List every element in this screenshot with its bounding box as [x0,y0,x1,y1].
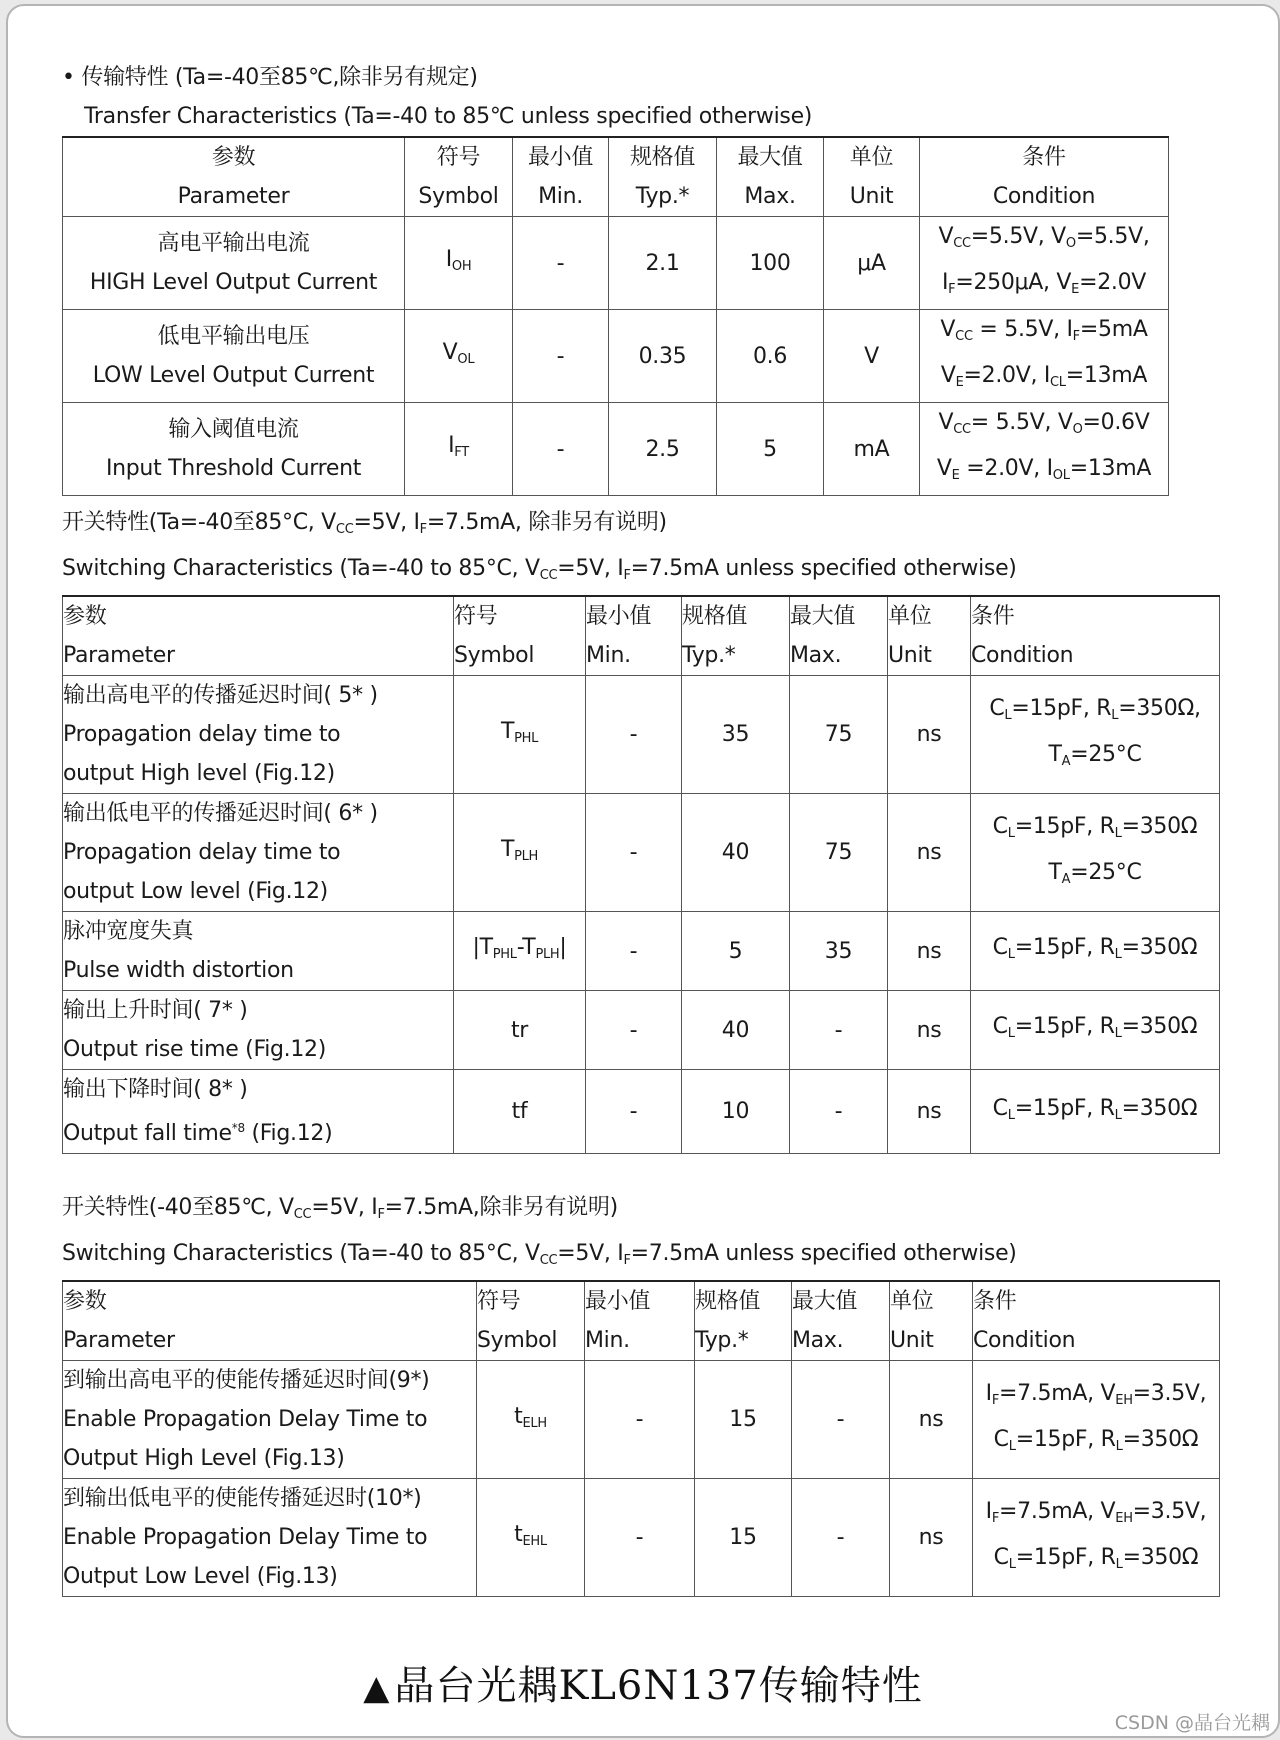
cell-condition: $V_{CC}=5.5V$, $V_O=5.5V$, $I_F=250\mu A$, $V_E=2.0V$ [920,217,1169,310]
cell-max: - [792,1479,890,1597]
header-parameter: 参数 Parameter [63,596,454,676]
cell-typ: 2.1 [609,217,717,310]
cell-parameter: 到输出高电平的使能传播延迟时间(9*) Enable Propagation Delay Time to Output High Level (Fig.13) [63,1361,477,1479]
table-header-row [63,1281,1220,1361]
cell-parameter: 输出低电平的传播延迟时间( 6* ) Propagation delay time to output Low level (Fig.12) [63,794,454,912]
cell-unit: ns [890,1479,973,1597]
cell-symbol: $V_{OL}$ [405,310,513,403]
table-row [63,310,1169,403]
cell-max: 0.6 [717,310,824,403]
cell-symbol: $t_{EHL}$ [477,1479,585,1597]
cell-unit: ns [890,1361,973,1479]
cell-typ: 5 [682,912,790,991]
cell-symbol: tf [454,1070,586,1154]
cell-max: - [792,1361,890,1479]
cell-symbol: $T_{PLH}$ [454,794,586,912]
cell-min: - [513,217,609,310]
cell-parameter: 高电平输出电流 HIGH Level Output Current [63,217,405,310]
table-row [63,1070,1220,1154]
cell-unit: ns [888,912,971,991]
header-unit: 单位 Unit [890,1281,973,1361]
header-typ: 规格值 Typ.* [695,1281,792,1361]
cell-symbol: $|T_{PHL}-T_{PLH}|$ [454,912,586,991]
transfer-section [62,58,1169,496]
switching-section-1 [62,503,1220,1154]
header-min: 最小值 Min. [513,137,609,217]
cell-condition: $C_L=15pF$, $R_L=350\Omega$, $T_A=25^\circ C$ [971,676,1220,794]
cell-unit: V [824,310,920,403]
cell-unit: μA [824,217,920,310]
cell-condition: $I_F=7.5mA$, $V_{EH}=3.5V$, $C_L=15pF$, $R_L=350\Omega$ [973,1479,1220,1597]
table-header-row [63,596,1220,676]
cell-max: 75 [790,794,888,912]
header-condition: 条件 Condition [920,137,1169,217]
cell-min: - [586,1070,682,1154]
cell-symbol: $I_{FT}$ [405,403,513,496]
cell-min: - [585,1361,695,1479]
cell-max: 5 [717,403,824,496]
transfer-heading-cn: • 传输特性 (Ta=-40至85℃,除非另有规定) [62,65,478,90]
header-min: 最小值 Min. [586,596,682,676]
cell-symbol: $t_{ELH}$ [477,1361,585,1479]
cell-parameter: 输入阈值电流 Input Threshold Current [63,403,405,496]
cell-symbol: $T_{PHL}$ [454,676,586,794]
caption-text: 晶台光耦KL6N137传输特性 [394,1663,923,1709]
cell-min: - [586,912,682,991]
header-unit: 单位 Unit [888,596,971,676]
csdn-watermark: CSDN @晶台光耦 [1114,1712,1270,1734]
transfer-table [62,136,1169,496]
cell-min: - [513,310,609,403]
header-parameter: 参数 Parameter [63,1281,477,1361]
header-symbol: 符号 Symbol [477,1281,585,1361]
header-parameter: 参数 Parameter [63,137,405,217]
cell-condition: $C_L=15pF$, $R_L=350\Omega$ $T_A=25^\circ C$ [971,794,1220,912]
cell-max: 100 [717,217,824,310]
cell-condition: $I_F=7.5mA$, $V_{EH}=3.5V$, $C_L=15pF$, $R_L=350\Omega$ [973,1361,1220,1479]
cell-min: - [585,1479,695,1597]
header-typ: 规格值 Typ.* [609,137,717,217]
cell-unit: ns [888,794,971,912]
table-row [63,403,1169,496]
table-row [63,676,1220,794]
table-header-row [63,137,1169,217]
cell-symbol: tr [454,991,586,1070]
document-page [6,4,1280,1738]
cell-symbol: $I_{OH}$ [405,217,513,310]
cell-condition: $V_{CC}= 5.5V$, $V_O=0.6V$ $V_E =2.0V$, $I_{OL}=13mA$ [920,403,1169,496]
cell-condition: $C_L=15pF$, $R_L=350\Omega$ [971,1070,1220,1154]
cell-max: - [790,1070,888,1154]
table-row [63,1479,1220,1597]
cell-typ: 40 [682,794,790,912]
switching1-heading-en: Switching Characteristics (Ta=-40 to 85°C, $V_{CC}=5V$, $I_F=7.5mA$ unless specified otherwise) [62,556,1017,583]
cell-parameter: 脉冲宽度失真 Pulse width distortion [63,912,454,991]
switching-section-2 [62,1188,1220,1597]
cell-unit: ns [888,676,971,794]
cell-typ: 0.35 [609,310,717,403]
switching2-heading-en: Switching Characteristics (Ta=-40 to 85°C, $V_{CC}=5V$, $I_F=7.5mA$ unless specified otherwise) [62,1241,1017,1268]
cell-min: - [513,403,609,496]
triangle-icon: ▲ [363,1668,391,1708]
header-condition: 条件 Condition [971,596,1220,676]
switching1-table [62,595,1220,1154]
header-max: 最大值 Max. [790,596,888,676]
header-symbol: 符号 Symbol [405,137,513,217]
table-row [63,1361,1220,1479]
cell-max: 75 [790,676,888,794]
cell-parameter: 输出上升时间( 7* ) Output rise time (Fig.12) [63,991,454,1070]
transfer-heading-en: Transfer Characteristics (Ta=-40 to 85℃ unless specified otherwise) [84,104,813,129]
cell-typ: 2.5 [609,403,717,496]
cell-typ: 35 [682,676,790,794]
cell-condition: $C_L=15pF$, $R_L=350\Omega$ [971,912,1220,991]
header-unit: 单位 Unit [824,137,920,217]
header-max: 最大值 Max. [792,1281,890,1361]
cell-parameter: 到输出低电平的使能传播延迟时(10*) Enable Propagation Delay Time to Output Low Level (Fig.13) [63,1479,477,1597]
switching1-heading-cn: 开关特性(Ta=-40至85°C, $V_{CC}=5V$, $I_F=7.5mA$, 除非另有说明) [62,510,667,537]
cell-min: - [586,991,682,1070]
figure-caption [8,1654,1278,1711]
table-row [63,991,1220,1070]
cell-unit: ns [888,1070,971,1154]
table-row [63,912,1220,991]
cell-max: - [790,991,888,1070]
cell-typ: 15 [695,1479,792,1597]
cell-min: - [586,676,682,794]
cell-max: 35 [790,912,888,991]
cell-unit: ns [888,991,971,1070]
header-condition: 条件 Condition [973,1281,1220,1361]
switching2-heading-cn: 开关特性(-40至85℃, $V_{CC}=5V$, $I_F=7.5mA$,除非另有说明) [62,1195,618,1222]
table-row [63,794,1220,912]
table-row [63,217,1169,310]
cell-typ: 10 [682,1070,790,1154]
cell-parameter: 输出下降时间( 8* ) Output fall time$^{*8}$ (Fig.12) [63,1070,454,1154]
header-min: 最小值 Min. [585,1281,695,1361]
cell-min: - [586,794,682,912]
switching2-table [62,1280,1220,1597]
cell-parameter: 输出高电平的传播延迟时间( 5* ) Propagation delay time to output High level (Fig.12) [63,676,454,794]
header-symbol: 符号 Symbol [454,596,586,676]
cell-typ: 15 [695,1361,792,1479]
cell-condition: $V_{CC} = 5.5V$, $I_F=5mA$ $V_E=2.0V$, $I_{CL}=13mA$ [920,310,1169,403]
header-typ: 规格值 Typ.* [682,596,790,676]
cell-parameter: 低电平输出电压 LOW Level Output Current [63,310,405,403]
cell-condition: $C_L=15pF$, $R_L=350\Omega$ [971,991,1220,1070]
cell-unit: mA [824,403,920,496]
header-max: 最大值 Max. [717,137,824,217]
cell-typ: 40 [682,991,790,1070]
